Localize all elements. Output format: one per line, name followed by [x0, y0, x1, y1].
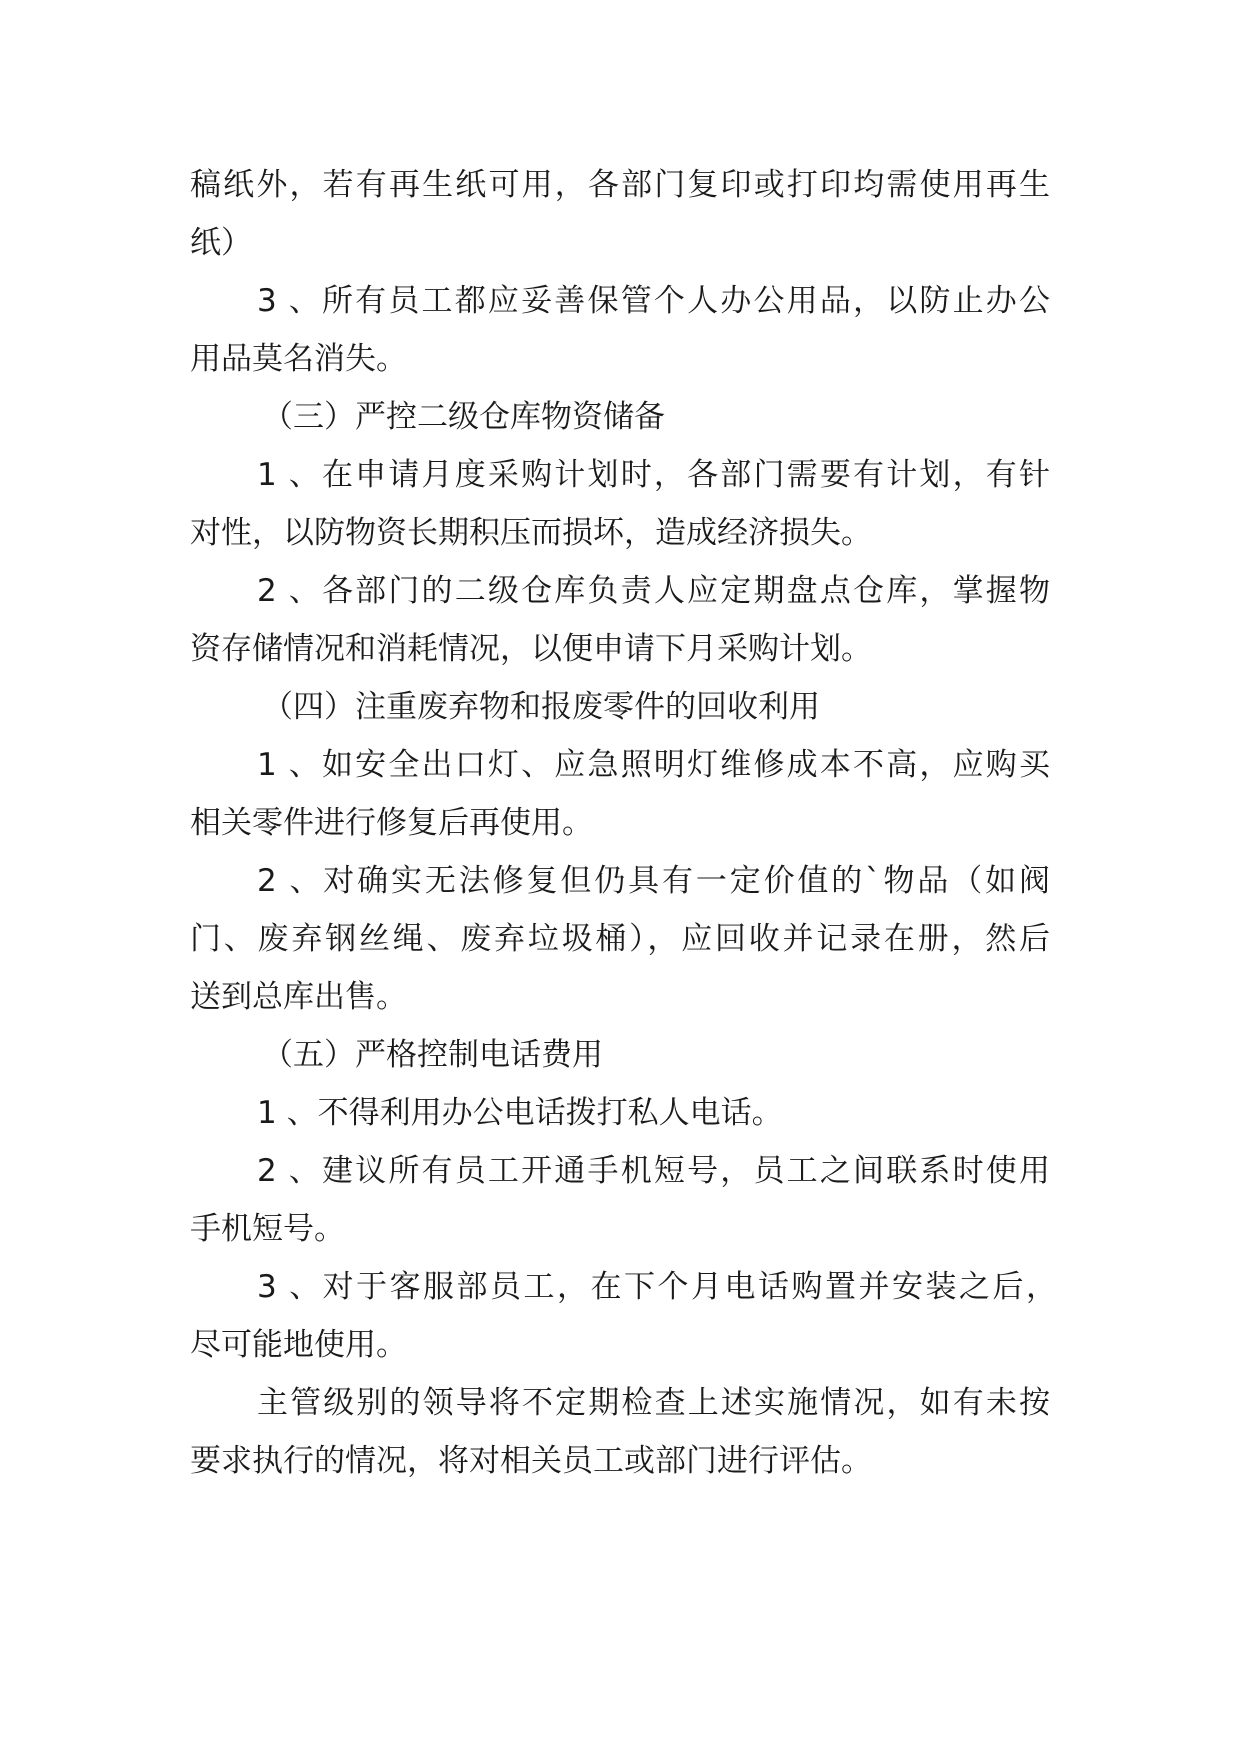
section-heading: （四）注重废弃物和报废零件的回收利用 — [262, 689, 820, 725]
text-line: 3 、所有员工都应妥善保管个人办公用品，以防止办公 — [257, 283, 1050, 319]
text-line: 相关零件进行修复后再使用。 — [190, 805, 593, 841]
section-heading: （五）严格控制电话费用 — [262, 1037, 603, 1073]
text-line: 1 、如安全出口灯、应急照明灯维修成本不高，应购买 — [257, 747, 1050, 783]
text-line: 用品莫名消失。 — [190, 341, 407, 377]
section-heading: （三）严控二级仓库物资储备 — [262, 399, 665, 435]
text-line: 3 、对于客服部员工，在下个月电话购置并安装之后， — [257, 1269, 1057, 1305]
text-line: 稿纸外，若有再生纸可用，各部门复印或打印均需使用再生 — [190, 167, 1050, 203]
text-line: 纸） — [190, 225, 252, 261]
text-line: 手机短号。 — [190, 1211, 345, 1247]
text-line: 对性，以防物资长期积压而损坏，造成经济损失。 — [190, 515, 872, 551]
text-line: 尽可能地使用。 — [190, 1327, 407, 1363]
text-line: 1 、不得利用办公电话拨打私人电话。 — [257, 1095, 783, 1131]
text-line: 资存储情况和消耗情况，以便申请下月采购计划。 — [190, 631, 872, 667]
text-line: 2 、建议所有员工开通手机短号，员工之间联系时使用 — [257, 1153, 1050, 1189]
text-line: 门、废弃钢丝绳、废弃垃圾桶），应回收并记录在册，然后 — [190, 921, 1050, 957]
text-line: 送到总库出售。 — [190, 979, 407, 1015]
text-line: 2 、各部门的二级仓库负责人应定期盘点仓库，掌握物 — [257, 573, 1050, 609]
text-line: 1 、在申请月度采购计划时，各部门需要有计划，有针 — [257, 457, 1050, 493]
text-line: 要求执行的情况，将对相关员工或部门进行评估。 — [190, 1443, 872, 1479]
text-line: 主管级别的领导将不定期检查上述实施情况，如有未按 — [257, 1385, 1050, 1421]
text-line: 2 、对确实无法修复但仍具有一定价值的`物品（如阀 — [257, 863, 1050, 899]
